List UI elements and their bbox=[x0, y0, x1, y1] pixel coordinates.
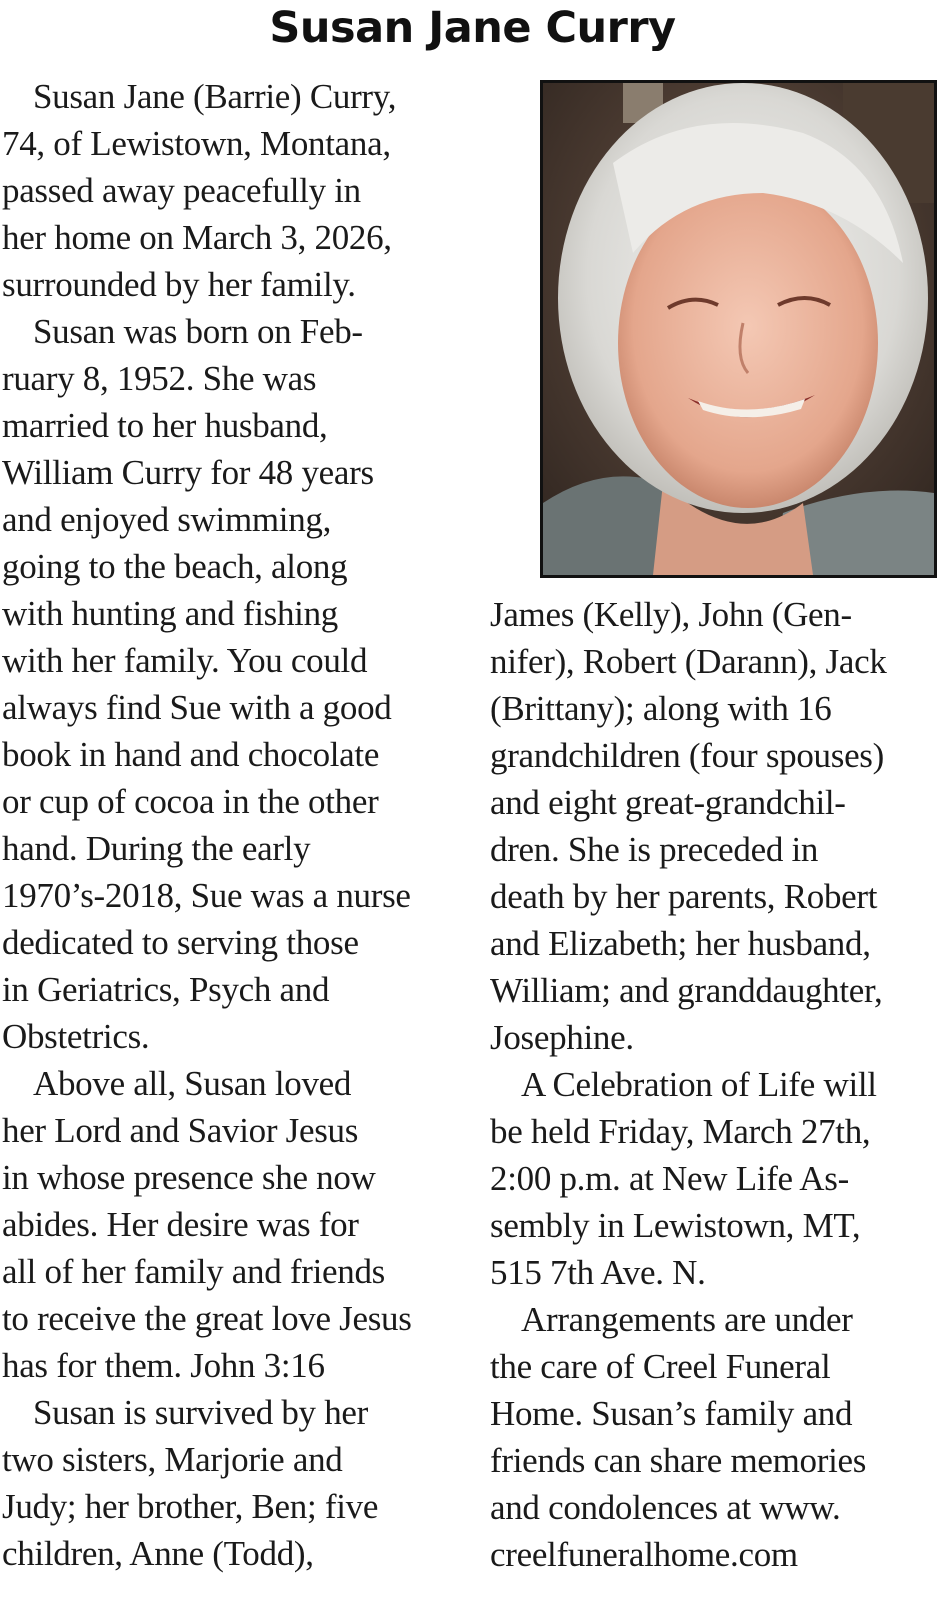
text-line: William; and granddaughter, bbox=[490, 971, 883, 1010]
text-line: William Curry for 48 years bbox=[2, 453, 374, 492]
text-line: book in hand and chocolate bbox=[2, 735, 380, 774]
text-line: with hunting and fishing bbox=[2, 594, 338, 633]
text-line: has for them. John 3:16 bbox=[2, 1346, 325, 1385]
text-line: dren. She is preceded in bbox=[490, 830, 819, 869]
text-line: Susan Jane (Barrie) Curry, bbox=[33, 77, 397, 116]
text-line: with her family. You could bbox=[2, 641, 368, 680]
portrait-image bbox=[543, 83, 934, 575]
text-line: and condolences at www. bbox=[490, 1488, 841, 1527]
text-line: married to her husband, bbox=[2, 406, 328, 445]
text-line: her home on March 3, 2026, bbox=[2, 218, 392, 257]
text-line: in Geriatrics, Psych and bbox=[2, 970, 330, 1009]
text-line: Obstetrics. bbox=[2, 1017, 150, 1056]
text-line: all of her family and friends bbox=[2, 1252, 385, 1291]
text-line: her Lord and Savior Jesus bbox=[2, 1111, 359, 1150]
text-line: 1970’s-2018, Sue was a nurse bbox=[2, 876, 411, 915]
obituary-title: Susan Jane Curry bbox=[269, 3, 676, 53]
text-line: creelfuneralhome.com bbox=[490, 1535, 798, 1574]
text-line: death by her parents, Robert bbox=[490, 877, 878, 916]
text-line: be held Friday, March 27th, bbox=[490, 1112, 871, 1151]
text-line: nifer), Robert (Darann), Jack bbox=[490, 642, 887, 681]
text-line: children, Anne (Todd), bbox=[2, 1534, 314, 1573]
text-line: friends can share memories bbox=[490, 1441, 867, 1480]
text-line: Above all, Susan loved bbox=[33, 1064, 352, 1103]
text-line: abides. Her desire was for bbox=[2, 1205, 359, 1244]
text-line: (Brittany); along with 16 bbox=[490, 689, 832, 728]
text-line: ruary 8, 1952. She was bbox=[2, 359, 317, 398]
text-line: to receive the great love Jesus bbox=[2, 1299, 412, 1338]
text-line: the care of Creel Funeral bbox=[490, 1347, 831, 1386]
text-line: surrounded by her family. bbox=[2, 265, 356, 304]
text-line: or cup of cocoa in the other bbox=[2, 782, 379, 821]
text-line: grandchildren (four spouses) bbox=[490, 736, 884, 775]
portrait-photo bbox=[540, 80, 937, 578]
text-line: in whose presence she now bbox=[2, 1158, 376, 1197]
text-line: passed away peacefully in bbox=[2, 171, 361, 210]
text-line: Judy; her brother, Ben; five bbox=[2, 1487, 379, 1526]
text-line: and enjoyed swimming, bbox=[2, 500, 332, 539]
text-line: Josephine. bbox=[490, 1018, 634, 1057]
text-line: 515 7th Ave. N. bbox=[490, 1253, 706, 1292]
text-line: Susan was born on Feb- bbox=[33, 312, 363, 351]
text-line: dedicated to serving those bbox=[2, 923, 359, 962]
right-column bbox=[490, 591, 940, 1578]
text-line: Arrangements are under bbox=[521, 1300, 853, 1339]
text-line: and eight great-grandchil- bbox=[490, 783, 846, 822]
text-line: always find Sue with a good bbox=[2, 688, 392, 727]
left-column bbox=[2, 73, 452, 1577]
text-line: sembly in Lewistown, MT, bbox=[490, 1206, 861, 1245]
text-line: Home. Susan’s family and bbox=[490, 1394, 853, 1433]
text-line: and Elizabeth; her husband, bbox=[490, 924, 871, 963]
text-line: 74, of Lewistown, Montana, bbox=[2, 124, 391, 163]
text-line: James (Kelly), John (Gen- bbox=[490, 595, 852, 634]
text-line: 2:00 p.m. at New Life As- bbox=[490, 1159, 849, 1198]
text-line: A Celebration of Life will bbox=[521, 1065, 877, 1104]
text-line: hand. During the early bbox=[2, 829, 311, 868]
text-line: Susan is survived by her bbox=[33, 1393, 368, 1432]
text-line: two sisters, Marjorie and bbox=[2, 1440, 343, 1479]
text-line: going to the beach, along bbox=[2, 547, 348, 586]
